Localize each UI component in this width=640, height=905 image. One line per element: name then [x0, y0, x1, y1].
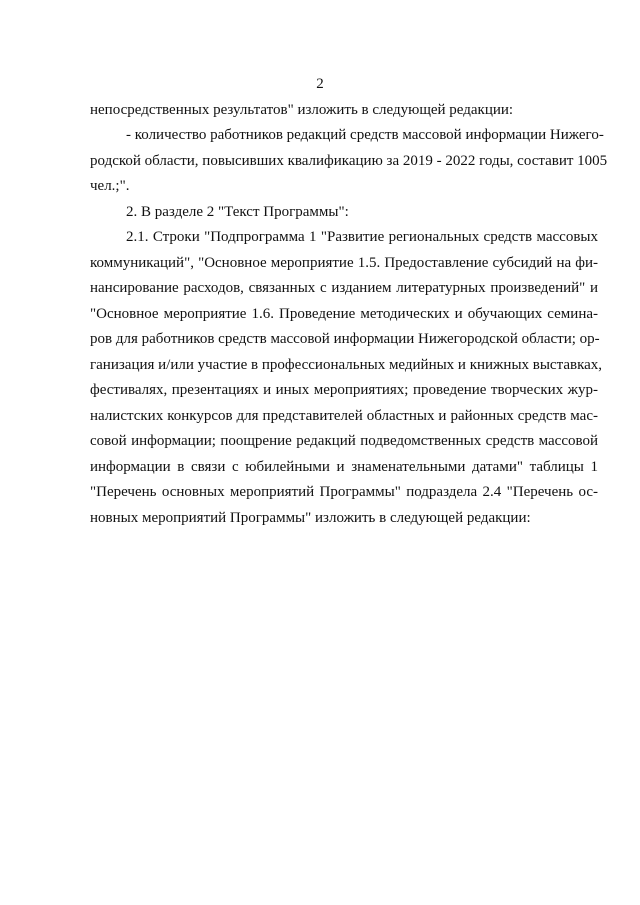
text-line: непосредственных результатов" изложить в следующей редакции:: [90, 102, 514, 118]
text-line: "Перечень основных мероприятий Программы" подраздела 2.4 "Перечень ос-: [90, 484, 598, 500]
text-line: "Основное мероприятие 1.6. Проведение методических и обучающих семина-: [90, 306, 598, 322]
page-number: 2: [316, 76, 324, 92]
text-line: совой информации; поощрение редакций подведомственных средств массовой: [90, 433, 598, 449]
text-line: новных мероприятий Программы" изложить в следующей редакции:: [90, 510, 531, 526]
text-line: налистских конкурсов для представителей областных и районных средств мас-: [90, 408, 598, 424]
text-line: нансирование расходов, связанных с изданием литературных произведений" и: [90, 280, 598, 296]
text-line: родской области, повысивших квалификацию за 2019 - 2022 годы, составит 1005: [90, 153, 608, 169]
text-line: 2. В разделе 2 "Текст Программы":: [126, 204, 349, 220]
text-line: чел.;".: [90, 178, 130, 194]
text-line: ганизация и/или участие в профессиональных медийных и книжных выставках,: [90, 357, 603, 373]
text-line: 2.1. Строки "Подпрограмма 1 "Развитие региональных средств массовых: [126, 229, 598, 245]
text-line: фестивалях, презентациях и иных мероприятиях; проведение творческих жур-: [90, 382, 598, 398]
text-line: ров для работников средств массовой информации Нижегородской области; ор-: [90, 331, 600, 347]
text-line: - количество работников редакций средств массовой информации Нижего-: [126, 127, 604, 143]
text-line: коммуникаций", "Основное мероприятие 1.5. Предоставление субсидий на фи-: [90, 255, 598, 271]
text-line: информации в связи с юбилейными и знаменательными датами" таблицы 1: [90, 459, 598, 475]
